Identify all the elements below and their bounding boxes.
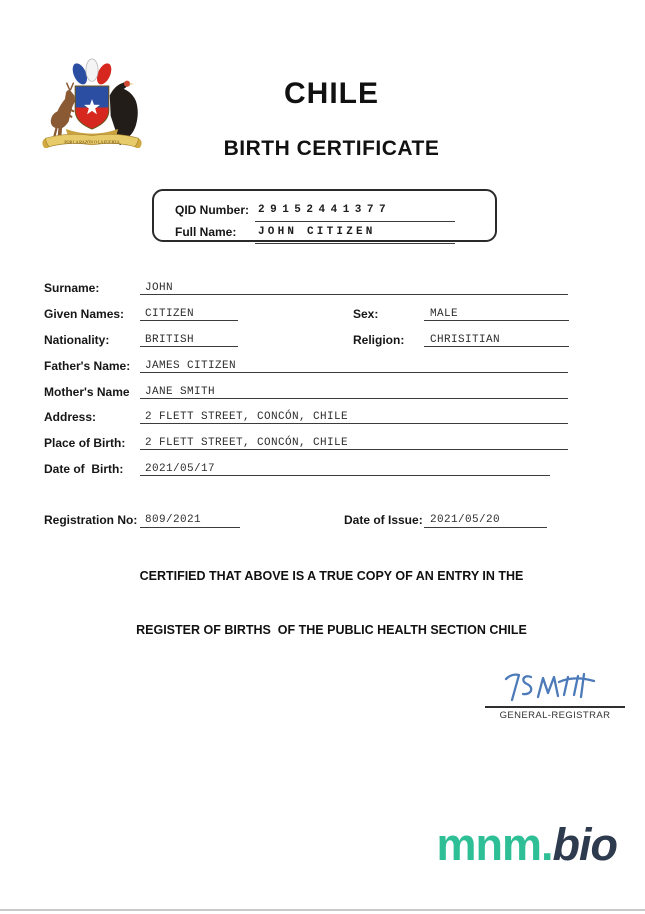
date-of-birth-underline [140, 475, 550, 476]
logo-primary: mnm. [436, 819, 553, 870]
mnm-bio-logo [437, 819, 618, 871]
fathers-name-label: Father's Name: [44, 359, 131, 373]
mothers-name-label: Mother's Name [44, 385, 130, 399]
religion-underline [424, 346, 569, 347]
surname-value: JOHN [145, 282, 174, 294]
full-name-label: Full Name: [175, 225, 237, 239]
full-name-underline [255, 243, 455, 244]
address-underline [140, 423, 568, 424]
religion-label: Religion: [353, 333, 405, 347]
address-label: Address: [44, 410, 97, 424]
date-of-issue-label: Date of Issue: [344, 513, 423, 527]
religion-value: CHRISITIAN [430, 334, 501, 346]
date-of-birth-value: 2021/05/17 [145, 463, 216, 475]
date-of-issue-value: 2021/05/20 [430, 514, 501, 526]
certification-line-1: CERTIFIED THAT ABOVE IS A TRUE COPY OF AN ENTRY IN THE [139, 569, 524, 583]
given-names-label: Given Names: [44, 307, 125, 321]
sex-label: Sex: [353, 307, 379, 321]
certification-line-2: REGISTER OF BIRTHS OF THE PUBLIC HEALTH SECTION CHILE [136, 623, 527, 637]
place-of-birth-label: Place of Birth: [44, 436, 126, 450]
place-of-birth-value: 2 FLETT STREET, CONCÓN, CHILE [145, 437, 349, 449]
sex-underline [424, 320, 569, 321]
registration-no-value: 809/2021 [145, 514, 202, 526]
mothers-name-value: JANE SMITH [145, 386, 216, 398]
date-of-issue-underline [424, 527, 547, 528]
registrar-signature [498, 666, 598, 708]
qid-number-underline [255, 221, 455, 222]
qid-number-label: QID Number: [175, 203, 250, 217]
sex-value: MALE [430, 308, 459, 320]
registrar-title: GENERAL-REGISTRAR [499, 710, 611, 721]
nationality-label: Nationality: [44, 333, 110, 347]
logo-secondary: bio [552, 819, 617, 870]
country-title: CHILE [284, 77, 379, 110]
address-value: 2 FLETT STREET, CONCÓN, CHILE [145, 411, 349, 423]
given-names-underline [140, 320, 238, 321]
fathers-name-underline [140, 372, 568, 373]
document-title: BIRTH CERTIFICATE [223, 137, 440, 160]
full-name-value: JOHN CITIZEN [258, 226, 376, 238]
page-bottom-edge [0, 909, 645, 911]
mothers-name-underline [140, 398, 568, 399]
given-names-value: CITIZEN [145, 308, 195, 320]
nationality-value: BRITISH [145, 334, 195, 346]
fathers-name-value: JAMES CITIZEN [145, 360, 237, 372]
signature-line [485, 706, 625, 708]
motto-text: POR LA RAZÓN O LA FUERZA [64, 139, 120, 145]
qid-number-value: 29152441377 [258, 204, 392, 216]
surname-underline [140, 294, 568, 295]
date-of-birth-label: Date of Birth: [44, 462, 124, 476]
registration-no-underline [140, 527, 240, 528]
nationality-underline [140, 346, 238, 347]
registration-no-label: Registration No: [44, 513, 138, 527]
place-of-birth-underline [140, 449, 568, 450]
surname-label: Surname: [44, 281, 100, 295]
